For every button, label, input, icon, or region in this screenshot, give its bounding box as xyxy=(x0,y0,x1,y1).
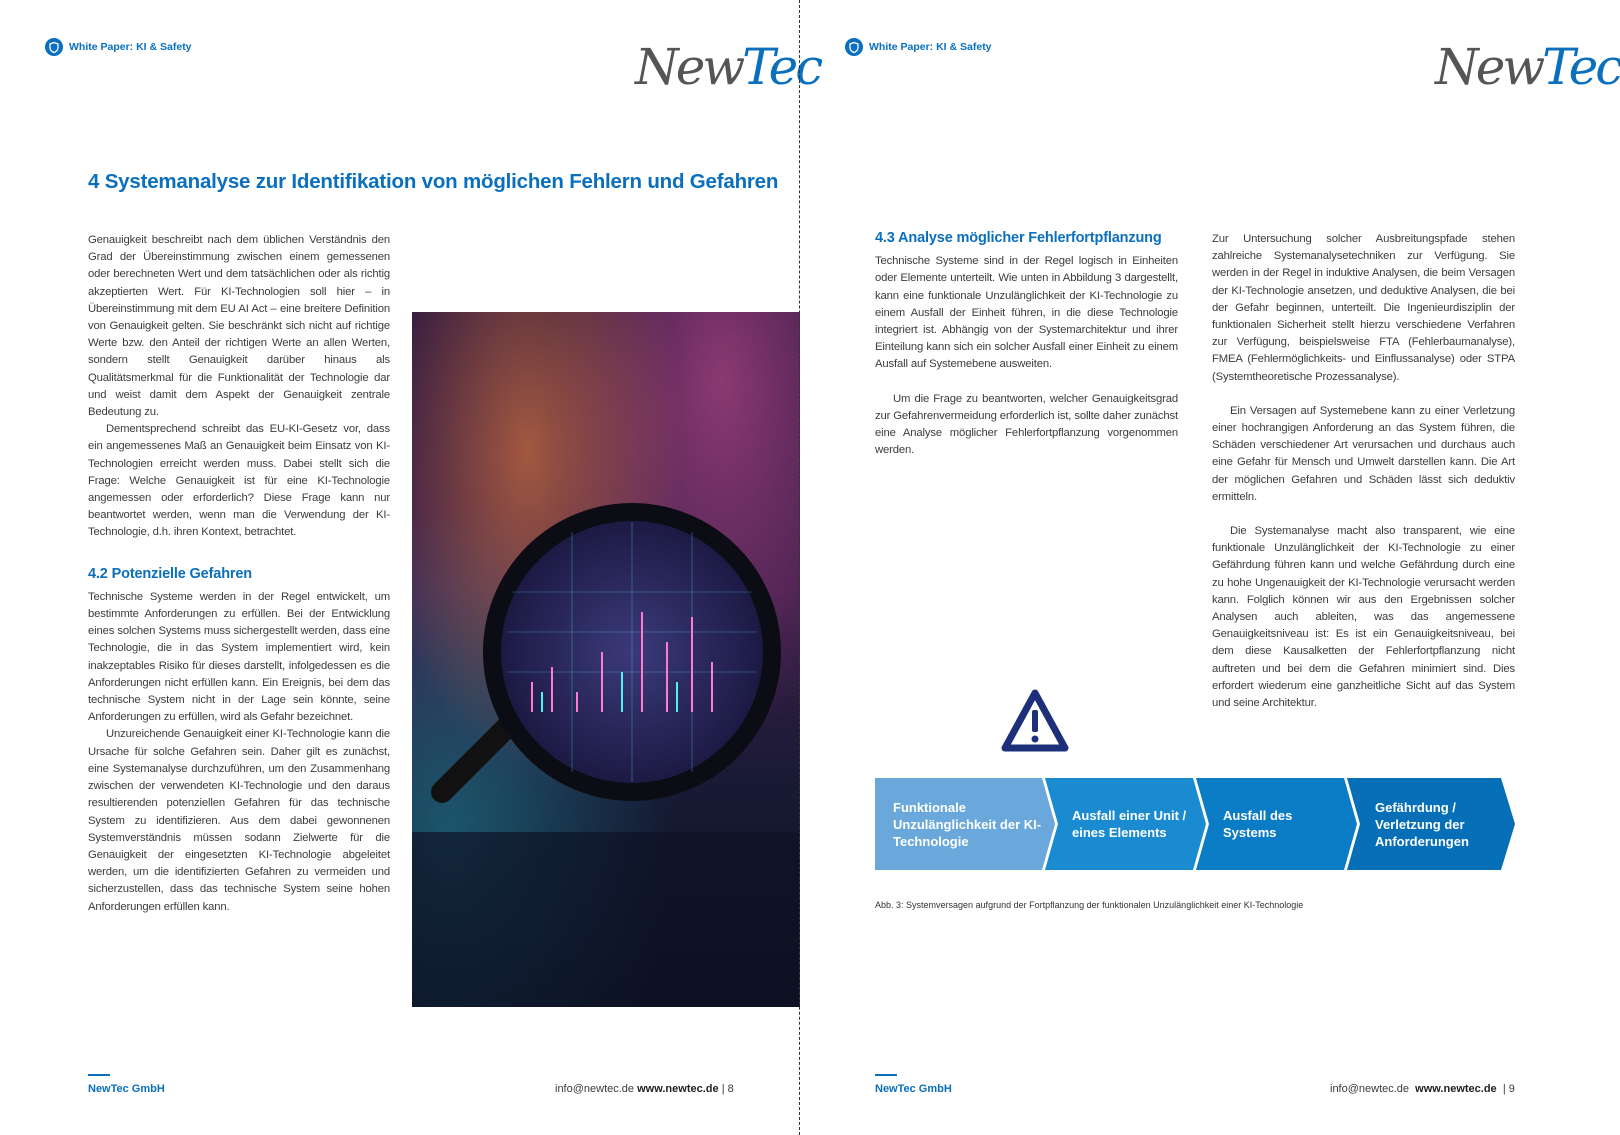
footer-contact xyxy=(555,1083,734,1095)
footer-company: NewTec GmbH xyxy=(88,1083,165,1095)
flow-step-3: Ausfall des Systems xyxy=(1223,808,1293,840)
page-number: | 9 xyxy=(1502,1083,1515,1095)
paragraph: Um die Frage zu beantworten, welcher Genauigkeitsgrad zur Gefahrenvermeidung erforderlich ist, sollte daher zunächst eine Analyse möglicher Fehlerfortpflanzung vorgenommen werden. xyxy=(875,392,1178,457)
footer-contact xyxy=(1330,1083,1515,1095)
left-column xyxy=(88,232,390,916)
section-heading-4-2: 4.2 Potenzielle Gefahren xyxy=(88,565,253,582)
header-label: White Paper: KI & Safety xyxy=(869,41,992,53)
flow-step-2: Ausfall einer Unit / eines Elements xyxy=(1072,808,1187,840)
section-heading-4-3: 4.3 Analyse möglicher Fehlerfortpflanzung xyxy=(875,230,1162,246)
newtec-logo: NewTec xyxy=(1435,38,1620,96)
paragraph: Zur Untersuchung solcher Ausbreitungspfade stehen zahlreiche Systemanalysetechniken zur Verfügung. Sie werden in der Regel in induktive Analysen, die beim Versagen der KI-Technologie ansetzen, und deduktive Analysen, die bei der Gefahr beginnen, unterteilt. Die Ingenieurdisziplin der funktionalen Sicherheit stellt hierzu verschiedene Verfahren zur Verfügung, beispielsweise FTA (Fehlerbaumanalyse), FMEA (Fehlermöglichkeits- und Einflussanalyse) oder STPA (Systemtheoretische Prozessanalyse). xyxy=(1212,233,1515,383)
shield-icon xyxy=(45,38,63,56)
footer-website[interactable]: www.newtec.de xyxy=(637,1083,719,1095)
paragraph: Ein Versagen auf Systemebene kann zu einer Verletzung einer hochrangigen Anforderung an das System führen, die Schäden verschiedener Art verursachen und durchaus auch eine Gefahr für Mensch und Umwelt darstellen kann. Die Art der möglichen Gefahren und Schäden lässt sich deduktiv ermitteln. xyxy=(1212,404,1515,503)
paragraph: Unzureichende Genauigkeit einer KI-Technologie kann die Ursache für solche Gefahren sein. Daher gilt es zunächst, eine Systemanalyse durchzuführen, um den Zusammenhang zwischen der verwendeten KI-Technologie und den daraus resultierenden potenziellen Gefahren für das technische System zu identifizieren. Aus dem dabei gewonnenen Systemverständnis müssen sodann Zielwerte für die Genauigkeit der eingesetzten KI-Technologie abgeleitet werden, um die identifizierten Gefahren zu vermeiden und sicherzustellen, dass das technische System seine hohen Anforderungen erfüllen kann. xyxy=(88,728,390,913)
paragraph: Technische Systeme sind in der Regel logisch in Einheiten oder Elemente unterteilt. Wie unten in Abbildung 3 dargestellt, kann eine funktionale Unzulänglichkeit der KI-Technologie zu einem Ausfall der Einheit führen, in die diese Technologie integriert ist. Abhängig von der Systemarchitektur und ihrer Einteilung kann sich ein solcher Ausfall einer Einheit zu einem Ausfall auf Systemebene ausweiten. xyxy=(875,255,1178,371)
flow-step-4: Gefährdung / Verletzung der Anforderungen xyxy=(1375,799,1469,849)
paragraph: Die Systemanalyse macht also transparent, wie eine funktionale Unzulänglichkeit der KI-Technologie zu einer Gefährdung führen kann und welche Gefährdung durch eine zu hohe Ungenauigkeit der KI-Technologie verursacht werden kann. Folglich können wir aus den Ergebnissen solcher Analysen auch ableiten, was das angemessene Genauigkeitsniveau ist: Es ist ein Genauigkeitsniveau, bei dem diese Kausalketten der Fehlerfortpflanzung nicht auftreten und bei dem die Gefahren minimiert sind. Dies erfordert wiederum eine ganzheitliche Sicht auf das System und seine Architektur. xyxy=(1212,525,1515,710)
page-number: | 8 xyxy=(721,1083,734,1095)
paragraph: Technische Systeme werden in der Regel entwickelt, um bestimmte Anforderungen zu erfüllen. Bei der Entwicklung eines solchen Systems muss sichergestellt werden, dass eine Technologie, die in das System implementiert wird, kein inakzeptables Risiko für dieses darstellt, infolgedessen es die Anforderungen nicht erfüllen kann. Ein Ereignis, bei dem das technische System nicht in der Lage sein könnte, seine Anforderungen zu erfüllen, wird als Gefahr bezeichnet. xyxy=(88,590,390,724)
document-header xyxy=(845,38,992,56)
warning-icon xyxy=(1000,688,1070,759)
paragraph: Genauigkeit beschreibt nach dem üblichen Verständnis den Grad der Übereinstimmung zwischen einem gemessenen oder berechneten Wert und dem tatsächlichen oder als richtig akzeptierten Wert. Für KI-Technologien soll hier – in Übereinstimmung mit dem EU AI Act – eine breitere Definition von Genauigkeit gelten. Sie beschränkt sich nicht auf richtige Werte bzw. den Anteil der richtigen Werte an allen Werten, sondern stellt Genauigkeit darüber hinaus als Qualitätsmerkmal für die Funktionalität der Technologie dar und weist damit dem Aspekt der Genauigkeit zentrale Bedeutung zu. xyxy=(88,234,390,419)
header-label: White Paper: KI & Safety xyxy=(69,41,192,53)
newtec-logo: NewTec xyxy=(635,38,821,96)
footer-email[interactable]: info@newtec.de xyxy=(555,1083,635,1095)
figure-caption: Abb. 3: Systemversagen aufgrund der Fortpflanzung der funktionalen Unzulänglichkeit einer KI-Technologie xyxy=(875,900,1304,910)
shield-icon xyxy=(845,38,863,56)
right-column-1 xyxy=(875,230,1178,459)
chapter-title: 4 Systemanalyse zur Identifikation von möglichen Fehlern und Gefahren xyxy=(88,170,779,193)
right-column-2 xyxy=(1212,231,1515,712)
footer-company: NewTec GmbH xyxy=(875,1083,952,1095)
footer-website[interactable]: www.newtec.de xyxy=(1415,1083,1497,1095)
footer-email[interactable]: info@newtec.de xyxy=(1330,1083,1410,1095)
magnifying-glass-chart-photo xyxy=(412,312,800,1007)
flow-step-1: Funktionale Unzulänglichkeit der KI-Technologie xyxy=(893,799,1042,849)
error-propagation-diagram xyxy=(875,778,1515,870)
document-header xyxy=(45,38,192,56)
page-9 xyxy=(800,0,1620,1135)
paragraph: Dementsprechend schreibt das EU-KI-Gesetz vor, dass ein angemessenes Maß an Genauigkeit beim Einsatz von KI-Technologien erreicht werden muss. Dabei stellt sich die Frage: Welche Genauigkeit ist für eine KI-Technologie angemessen oder erforderlich? Diese Frage kann nur beantwortet werden, wenn man die Verwendung der KI-Technologie, d.h. ihren Kontext, betrachtet. xyxy=(88,423,390,539)
